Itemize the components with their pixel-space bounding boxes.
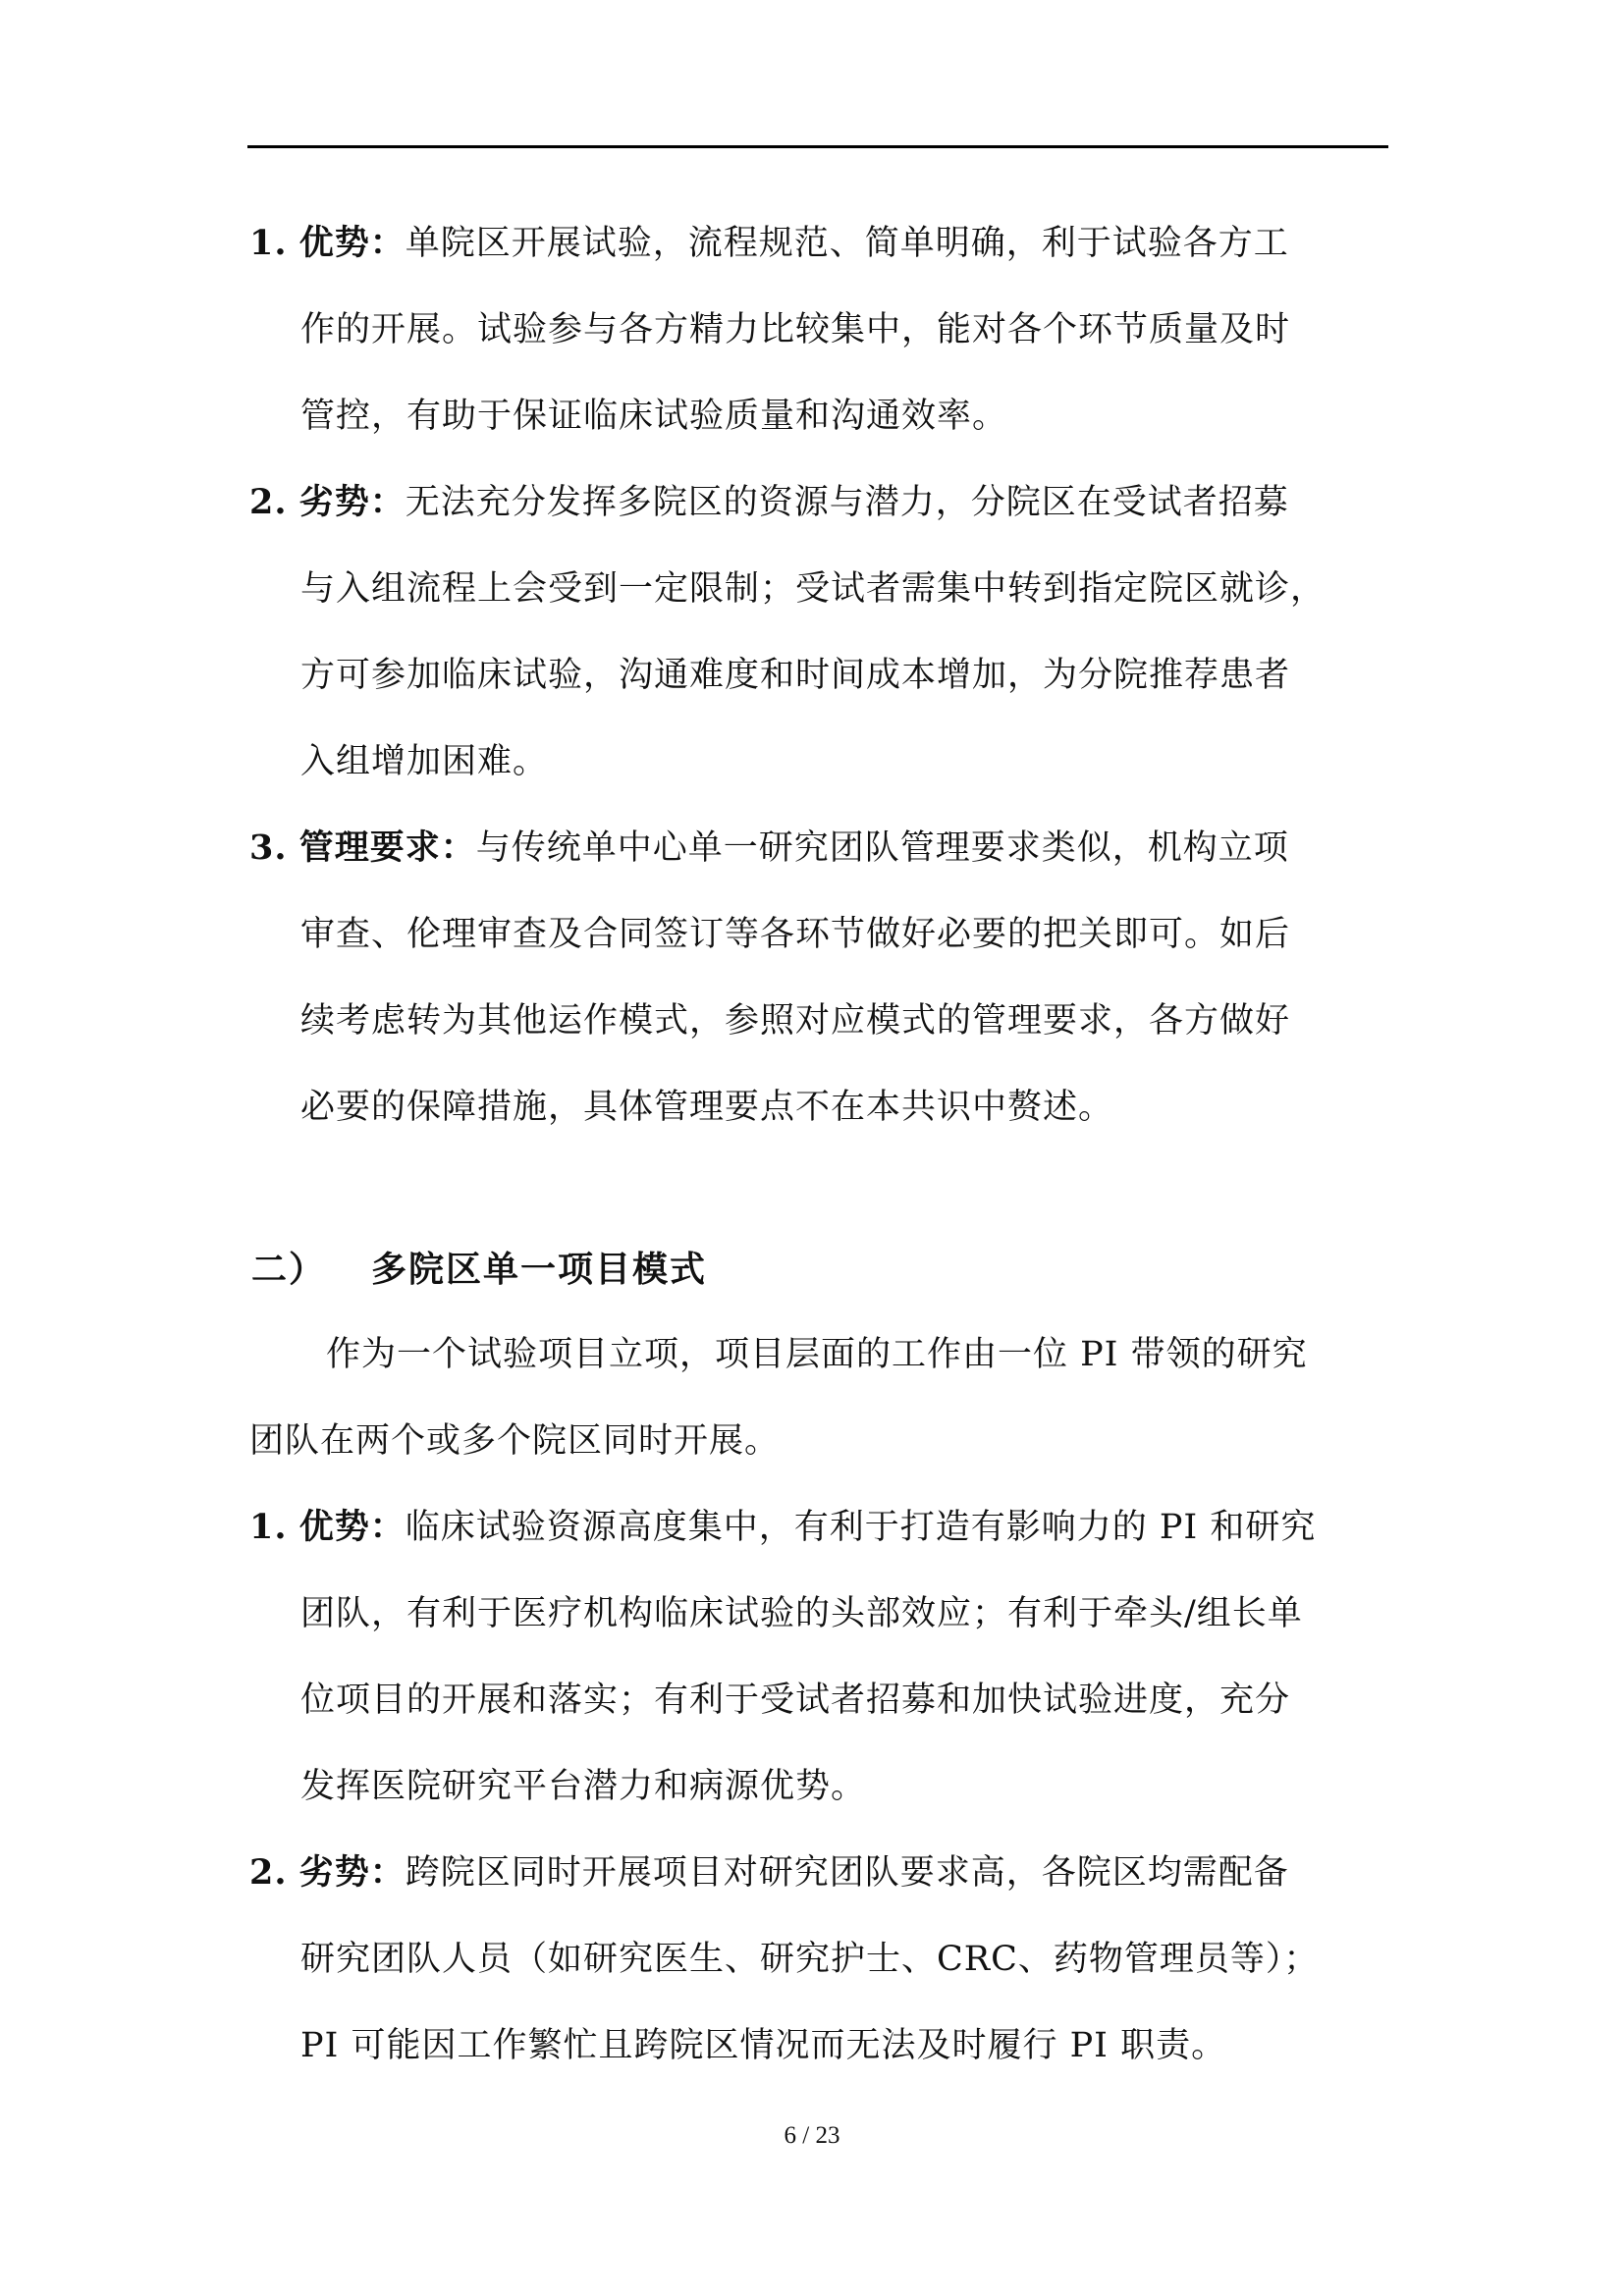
list-label: 管理要求： <box>298 828 476 868</box>
paragraph-line: 作为一个试验项目立项，项目层面的工作由一位 PI 带领的研究 <box>326 1335 1308 1374</box>
list-item-continuation: 入组增加困难。 <box>300 742 549 781</box>
list-item-continuation: 与入组流程上会受到一定限制；受试者需集中转到指定院区就诊， <box>300 569 1326 609</box>
list-item-continuation: 方可参加临床试验，沟通难度和时间成本增加，为分院推荐患者 <box>300 656 1291 695</box>
list-number: 3. <box>249 828 288 868</box>
list-item-first-line <box>249 222 1289 265</box>
list-label: 劣势： <box>298 483 406 522</box>
list-item-continuation: 作的开展。试验参与各方精力比较集中，能对各个环节质量及时 <box>300 310 1291 349</box>
list-number: 1. <box>249 1507 288 1547</box>
list-item-continuation: 研究团队人员（如研究医生、研究护士、CRC、药物管理员等）； <box>300 1940 1320 1979</box>
list-item-continuation: 团队，有利于医疗机构临床试验的头部效应；有利于牵头/组长单 <box>300 1594 1303 1633</box>
list-number: 1. <box>249 223 288 263</box>
section-heading <box>251 1249 707 1292</box>
section-heading-number: 二） <box>251 1250 327 1290</box>
header-rule <box>247 145 1388 148</box>
list-item-continuation: 位项目的开展和落实；有利于受试者招募和加快试验进度，充分 <box>300 1681 1291 1720</box>
list-item-continuation: 续考虑转为其他运作模式，参照对应模式的管理要求，各方做好 <box>300 1001 1291 1041</box>
list-text: 跨院区同时开展项目对研究团队要求高，各院区均需配备 <box>405 1853 1289 1893</box>
list-item-continuation: PI 可能因工作繁忙且跨院区情况而无法及时履行 PI 职责。 <box>300 2026 1227 2065</box>
list-text: 单院区开展试验，流程规范、简单明确，利于试验各方工 <box>405 224 1289 263</box>
list-number: 2. <box>249 1852 288 1893</box>
list-text: 无法充分发挥多院区的资源与潜力，分院区在受试者招募 <box>405 483 1289 522</box>
list-number: 2. <box>249 482 288 522</box>
list-text: 临床试验资源高度集中，有利于打造有影响力的 PI 和研究 <box>405 1508 1317 1547</box>
list-label: 优势： <box>298 1508 406 1547</box>
list-item-continuation: 审查、伦理审查及合同签订等各环节做好必要的把关即可。如后 <box>300 915 1291 954</box>
list-item-continuation: 管控，有助于保证临床试验质量和沟通效率。 <box>300 397 1008 436</box>
list-text: 与传统单中心单一研究团队管理要求类似，机构立项 <box>475 828 1289 868</box>
list-item-continuation: 发挥医院研究平台潜力和病源优势。 <box>300 1767 867 1806</box>
section-heading-text: 多院区单一项目模式 <box>371 1250 708 1290</box>
list-label: 优势： <box>298 224 406 263</box>
paragraph-line: 团队在两个或多个院区同时开展。 <box>249 1421 781 1461</box>
list-item-first-line <box>249 1506 1316 1549</box>
list-item-first-line <box>249 827 1289 870</box>
list-label: 劣势： <box>298 1853 406 1893</box>
list-item-first-line <box>249 481 1289 524</box>
page-number: 6 / 23 <box>784 2122 840 2149</box>
list-item-first-line <box>249 1851 1289 1895</box>
list-item-continuation: 必要的保障措施，具体管理要点不在本共识中赘述。 <box>300 1088 1114 1127</box>
